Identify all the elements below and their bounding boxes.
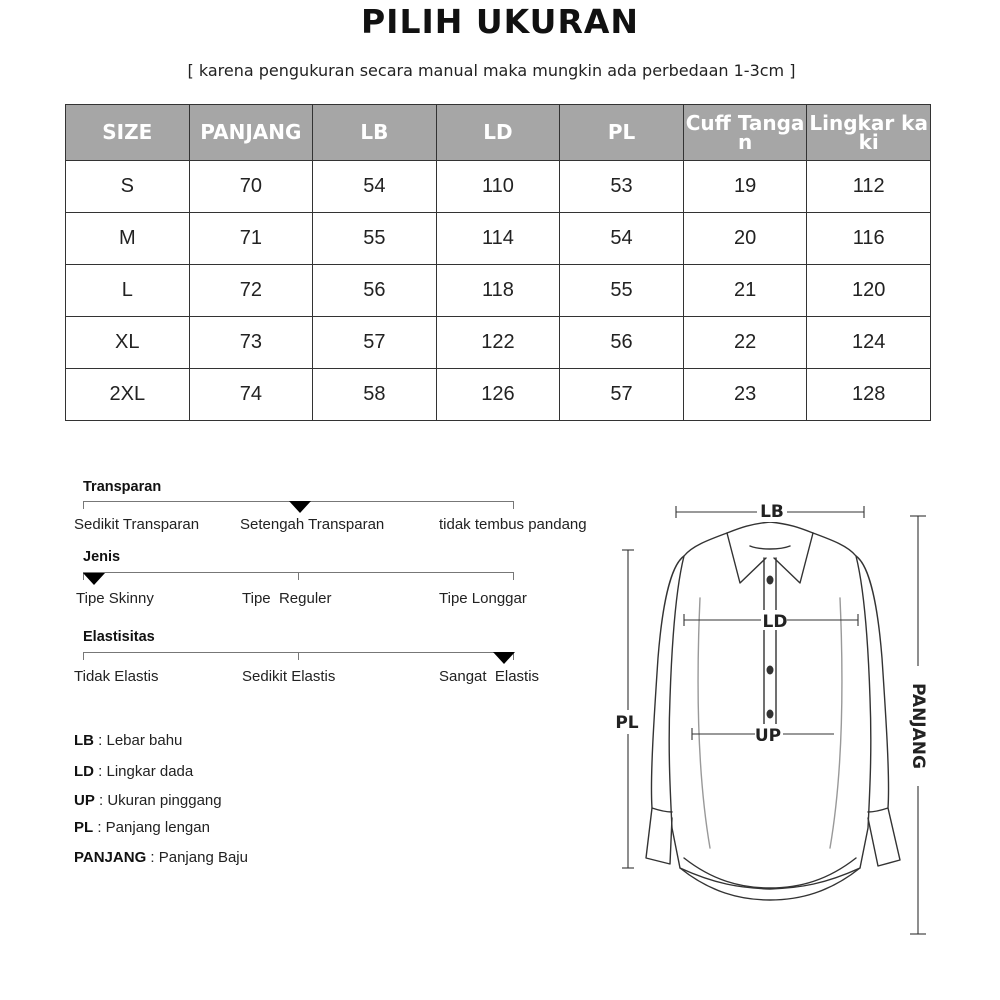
button-icon	[767, 666, 774, 675]
table-row	[66, 213, 931, 265]
fit-type-title: Jenis	[83, 549, 121, 565]
scale-option-label: Tipe Longgar	[439, 590, 527, 607]
table-row	[66, 317, 931, 369]
legend-abbr: PANJANG	[74, 849, 147, 866]
table-cell: 56	[560, 317, 684, 369]
legend-abbr: LB	[74, 732, 94, 749]
scale-tick	[83, 501, 84, 509]
table-cell: 21	[683, 265, 807, 317]
table-row	[66, 161, 931, 213]
header-lingkar-kaki: Lingkar kaki	[807, 105, 931, 161]
measurement-lines	[622, 506, 926, 934]
table-cell: 112	[807, 161, 931, 213]
scale-tick	[513, 501, 514, 509]
header-cuff: Cuff Tangan	[683, 105, 807, 161]
button-icon	[767, 576, 774, 585]
table-cell: 22	[683, 317, 807, 369]
legend-desc: : Lingkar dada	[94, 763, 194, 780]
header-pl: PL	[560, 105, 684, 161]
table-cell: 2XL	[66, 369, 190, 421]
legend-item	[74, 732, 182, 749]
measurement-note: [ karena pengukuran secara manual maka mungkin ada perbedaan 1-3cm ]	[187, 61, 796, 80]
panjang-label: PANJANG	[908, 683, 928, 769]
scale-option-label: Tipe Skinny	[76, 590, 154, 607]
scale-option-label: tidak tembus pandang	[439, 516, 587, 533]
table-cell: 110	[436, 161, 560, 213]
table-cell: 57	[313, 317, 437, 369]
scale-option-label: Setengah Transparan	[240, 516, 385, 533]
table-cell: 128	[807, 369, 931, 421]
table-cell: 70	[189, 161, 313, 213]
legend-desc: : Panjang Baju	[146, 849, 248, 866]
page-title: PILIH UKURAN	[360, 2, 640, 41]
legend-abbr: UP	[74, 792, 95, 809]
header-ld: LD	[436, 105, 560, 161]
selected-marker-icon	[83, 573, 105, 585]
lb-label: LB	[760, 502, 784, 522]
table-cell: 54	[313, 161, 437, 213]
table-row	[66, 265, 931, 317]
button-icon	[767, 710, 774, 719]
legend-abbr: LD	[74, 763, 94, 780]
table-cell: 73	[189, 317, 313, 369]
transparency-scale	[74, 479, 604, 539]
transparency-title: Transparan	[83, 479, 162, 495]
legend-desc: : Panjang lengan	[93, 819, 210, 836]
table-cell: XL	[66, 317, 190, 369]
table-cell: 56	[313, 265, 437, 317]
up-label: UP	[754, 726, 782, 746]
scale-tick	[298, 652, 299, 660]
scale-option-label: Sedikit Transparan	[74, 516, 200, 533]
scale-option-label: Tipe Reguler	[242, 590, 332, 607]
table-cell: 124	[807, 317, 931, 369]
legend-item	[74, 763, 193, 780]
legend-item	[74, 849, 248, 866]
table-cell: 122	[436, 317, 560, 369]
table-cell: L	[66, 265, 190, 317]
header-panjang: PANJANG	[189, 105, 313, 161]
pl-label: PL	[615, 713, 639, 733]
table-cell: 74	[189, 369, 313, 421]
table-cell: S	[66, 161, 190, 213]
table-cell: 57	[560, 369, 684, 421]
legend-desc: : Ukuran pinggang	[94, 792, 222, 809]
legend-item	[74, 819, 210, 836]
table-cell: 19	[683, 161, 807, 213]
scale-option-label: Sedikit Elastis	[242, 668, 336, 685]
table-cell: 23	[683, 369, 807, 421]
header-lb: LB	[313, 105, 437, 161]
legend-abbr: PL	[74, 819, 94, 836]
scale-option-label: Sangat Elastis	[439, 668, 540, 685]
table-cell: M	[66, 213, 190, 265]
table-cell: 116	[807, 213, 931, 265]
selected-marker-icon	[493, 652, 515, 664]
table-cell: 72	[189, 265, 313, 317]
elasticity-scale	[74, 629, 604, 689]
size-chart-table	[65, 104, 931, 421]
scale-tick	[513, 572, 514, 580]
legend-desc: : Lebar bahu	[94, 732, 183, 749]
table-cell: 20	[683, 213, 807, 265]
ld-label: LD	[762, 612, 788, 632]
table-header-row	[66, 105, 931, 161]
table-cell: 54	[560, 213, 684, 265]
table-cell: 58	[313, 369, 437, 421]
table-cell: 120	[807, 265, 931, 317]
table-cell: 55	[313, 213, 437, 265]
elasticity-title: Elastisitas	[83, 629, 155, 645]
table-cell: 71	[189, 213, 313, 265]
shirt-buttons	[767, 576, 774, 719]
table-cell: 118	[436, 265, 560, 317]
fit-type-scale	[74, 549, 604, 609]
table-cell: 126	[436, 369, 560, 421]
table-cell: 55	[560, 265, 684, 317]
scale-tick	[298, 572, 299, 580]
selected-marker-icon	[289, 501, 311, 513]
scale-option-label: Tidak Elastis	[74, 668, 159, 685]
scale-tick	[83, 652, 84, 660]
shirt-measurement-diagram	[600, 488, 940, 948]
table-row	[66, 369, 931, 421]
header-size: SIZE	[66, 105, 190, 161]
table-cell: 114	[436, 213, 560, 265]
legend-item	[74, 792, 222, 809]
table-cell: 53	[560, 161, 684, 213]
